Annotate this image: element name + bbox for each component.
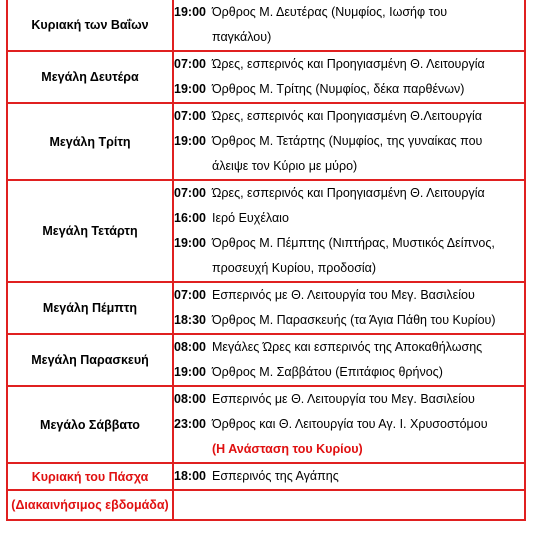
day-events xyxy=(173,463,525,490)
day-events xyxy=(173,386,525,463)
day-name: Μεγάλο Σάββατο xyxy=(7,386,173,463)
event-time: 23:00 xyxy=(174,417,206,431)
event-time: 18:30 xyxy=(174,313,206,327)
event-item xyxy=(174,104,524,129)
day-name: Μεγάλη Δευτέρα xyxy=(7,51,173,103)
event-item xyxy=(174,335,524,360)
event-item xyxy=(174,308,524,333)
event-description xyxy=(212,387,522,412)
event-time: 18:00 xyxy=(174,469,206,483)
day-name: Κυριακή των Βαΐων xyxy=(7,0,173,51)
event-item xyxy=(174,129,524,179)
event-description xyxy=(212,52,522,77)
event-description-line: Όρθρος και Θ. Λειτουργία του Αγ. Ι. Χρυσοστόμου xyxy=(212,417,488,431)
day-events xyxy=(173,51,525,103)
day-events xyxy=(173,490,525,520)
schedule-row xyxy=(7,463,525,490)
schedule-row xyxy=(7,490,525,520)
day-name: Μεγάλη Τρίτη xyxy=(7,103,173,180)
event-item xyxy=(174,52,524,77)
event-description xyxy=(212,181,522,206)
day-events xyxy=(173,180,525,282)
event-description-line: άλειψε τον Κύριο με μύρο) xyxy=(212,159,358,173)
event-description xyxy=(212,308,522,333)
event-time: 19:00 xyxy=(174,82,206,96)
event-item xyxy=(174,231,524,281)
schedule-row xyxy=(7,103,525,180)
day-name: Κυριακή του Πάσχα xyxy=(7,463,173,490)
day-events xyxy=(173,0,525,51)
event-time: 07:00 xyxy=(174,109,206,123)
event-description-line: Εσπερινός με Θ. Λειτουργία του Μεγ. Βασιλείου xyxy=(212,288,475,302)
event-time: 19:00 xyxy=(174,5,206,19)
event-item xyxy=(174,464,524,489)
event-description-line: Ώρες, εσπερινός και Προηγιασμένη Θ. Λειτουργία xyxy=(212,186,485,200)
event-description-line: Όρθρος Μ. Σαββάτου (Επιτάφιος θρήνος) xyxy=(212,365,443,379)
event-description xyxy=(212,0,522,50)
event-description-line: Ιερό Ευχέλαιο xyxy=(212,211,289,225)
event-item xyxy=(174,77,524,102)
event-description xyxy=(212,464,522,489)
event-time: 07:00 xyxy=(174,186,206,200)
event-time: 07:00 xyxy=(174,57,206,71)
event-item xyxy=(174,283,524,308)
event-description xyxy=(212,104,522,129)
event-description-line: παγκάλου) xyxy=(212,30,272,44)
event-description-line: Εσπερινός με Θ. Λειτουργία του Μεγ. Βασιλείου xyxy=(212,392,475,406)
event-description-line: Όρθρος Μ. Παρασκευής (τα Άγια Πάθη του Κυρίου) xyxy=(212,313,496,327)
day-name: (Διακαινήσιμος εβδομάδα) xyxy=(7,490,173,520)
event-description-line: Εσπερινός της Αγάπης xyxy=(212,469,339,483)
day-events xyxy=(173,334,525,386)
event-description-line: Μεγάλες Ώρες και εσπερινός της Αποκαθήλωσης xyxy=(212,340,483,354)
holy-week-schedule-table xyxy=(6,0,526,521)
schedule-row xyxy=(7,282,525,334)
event-description-line: Ώρες, εσπερινός και Προηγιασμένη Θ.Λειτουργία xyxy=(212,109,482,123)
event-description-line: προσευχή Κυρίου, προδοσία) xyxy=(212,261,377,275)
event-time: 08:00 xyxy=(174,392,206,406)
event-item xyxy=(174,412,524,437)
day-name: Μεγάλη Πέμπτη xyxy=(7,282,173,334)
event-description xyxy=(212,77,522,102)
event-item xyxy=(174,360,524,385)
event-description-line: Όρθρος Μ. Τετάρτης (Νυμφίος, της γυναίκας που xyxy=(212,134,483,148)
day-name: Μεγάλη Τετάρτη xyxy=(7,180,173,282)
schedule-row xyxy=(7,386,525,463)
event-time: 19:00 xyxy=(174,365,206,379)
event-item xyxy=(174,206,524,231)
event-description xyxy=(212,283,522,308)
event-description-line: Όρθρος Μ. Δευτέρας (Νυμφίος, Ιωσήφ του xyxy=(212,5,448,19)
event-time: 16:00 xyxy=(174,211,206,225)
event-item xyxy=(174,181,524,206)
day-events xyxy=(173,103,525,180)
event-description xyxy=(212,206,522,231)
event-item xyxy=(174,437,524,462)
day-name: Μεγάλη Παρασκευή xyxy=(7,334,173,386)
schedule-row xyxy=(7,51,525,103)
event-description-line: Όρθρος Μ. Πέμπτης (Νιπτήρας, Μυστικός Δείπνος, xyxy=(212,236,495,250)
event-description-line: Όρθρος Μ. Τρίτης (Νυμφίος, δέκα παρθένων) xyxy=(212,82,465,96)
event-description xyxy=(212,231,522,281)
event-time: 19:00 xyxy=(174,134,206,148)
event-description xyxy=(212,412,522,437)
event-description xyxy=(212,335,522,360)
event-description xyxy=(212,437,522,462)
schedule-row xyxy=(7,180,525,282)
schedule-row xyxy=(7,334,525,386)
event-item xyxy=(174,0,524,50)
event-time: 08:00 xyxy=(174,340,206,354)
schedule-row xyxy=(7,0,525,51)
event-description xyxy=(212,360,522,385)
day-events xyxy=(173,282,525,334)
event-description-line: (Η Ανάσταση του Κυρίου) xyxy=(212,442,363,456)
event-item xyxy=(174,387,524,412)
schedule-body xyxy=(7,0,525,520)
event-time: 07:00 xyxy=(174,288,206,302)
event-description-line: Ώρες, εσπερινός και Προηγιασμένη Θ. Λειτουργία xyxy=(212,57,485,71)
event-time: 19:00 xyxy=(174,236,206,250)
event-description xyxy=(212,129,522,179)
